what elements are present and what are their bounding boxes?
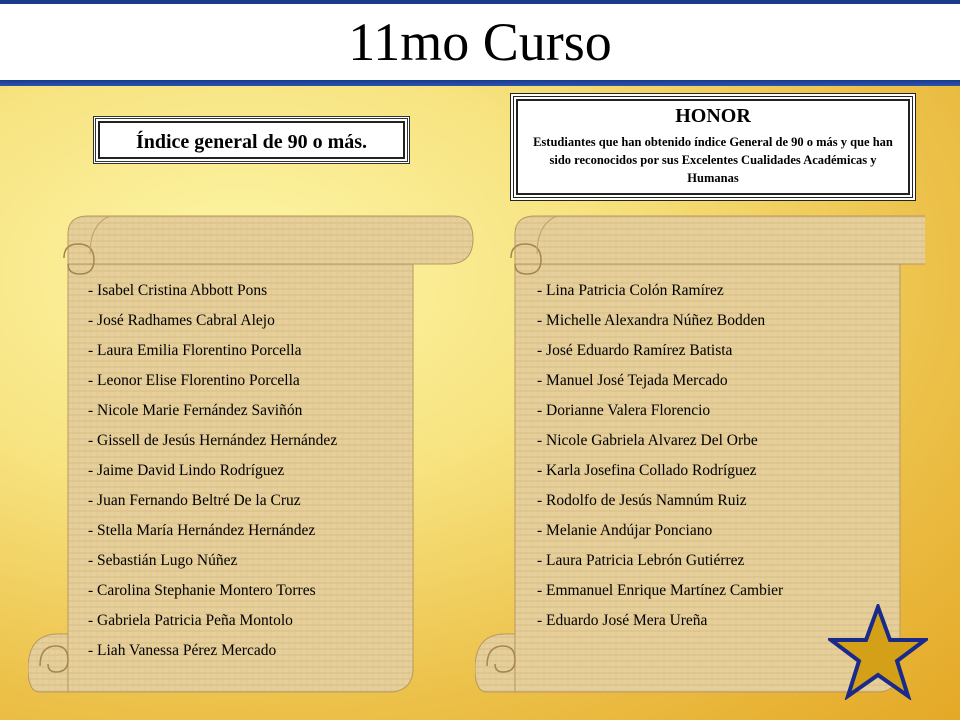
list-item: - Lina Patricia Colón Ramírez (537, 282, 724, 299)
list-item: - Juan Fernando Beltré De la Cruz (88, 492, 301, 509)
list-item: - Stella María Hernández Hernández (88, 522, 316, 539)
list-item: - Gabriela Patricia Peña Montolo (88, 612, 293, 629)
right-name-list (537, 281, 783, 641)
honor-box (510, 93, 916, 201)
list-item: - Eduardo José Mera Ureña (537, 612, 708, 629)
list-item: - Melanie Andújar Ponciano (537, 522, 713, 539)
left-scroll (28, 214, 478, 704)
list-item: - Laura Patricia Lebrón Gutiérrez (537, 552, 745, 569)
list-item: - Karla Josefina Collado Rodríguez (537, 462, 757, 479)
list-item: - Carolina Stephanie Montero Torres (88, 582, 316, 599)
list-item: - Leonor Elise Florentino Porcella (88, 372, 300, 389)
honor-heading: HONOR (675, 105, 751, 127)
list-item: - Nicole Marie Fernández Saviñón (88, 402, 303, 419)
page-title: 11mo Curso (348, 12, 612, 72)
honor-description: Estudiantes que han obtenido índice General de 90 o más y que han sido reconocidos por sus Excelentes Cualidades Académicas y Humanas (533, 135, 893, 185)
list-item: - Nicole Gabriela Alvarez Del Orbe (537, 432, 758, 449)
list-item: - Sebastián Lugo Núñez (88, 552, 238, 569)
list-item: - Emmanuel Enrique Martínez Cambier (537, 582, 784, 599)
list-item: - José Radhames Cabral Alejo (88, 312, 275, 329)
list-item: - Liah Vanessa Pérez Mercado (88, 642, 277, 659)
star-icon (828, 604, 928, 700)
indice-label: Índice general de 90 o más. (135, 131, 368, 153)
list-item: - Jaime David Lindo Rodríguez (88, 462, 285, 479)
list-item: - Dorianne Valera Florencio (537, 402, 711, 419)
title-rule (0, 80, 960, 86)
indice-label-box (93, 116, 410, 164)
list-item: - José Eduardo Ramírez Batista (537, 342, 733, 359)
list-item: - Laura Emilia Florentino Porcella (88, 342, 302, 359)
list-item: - Manuel José Tejada Mercado (537, 372, 728, 389)
left-name-list (88, 281, 337, 671)
list-item: - Isabel Cristina Abbott Pons (88, 282, 268, 299)
list-item: - Michelle Alexandra Núñez Bodden (537, 312, 766, 329)
list-item: - Rodolfo de Jesús Namnúm Ruiz (537, 492, 747, 509)
list-item: - Gissell de Jesús Hernández Hernández (88, 432, 338, 449)
